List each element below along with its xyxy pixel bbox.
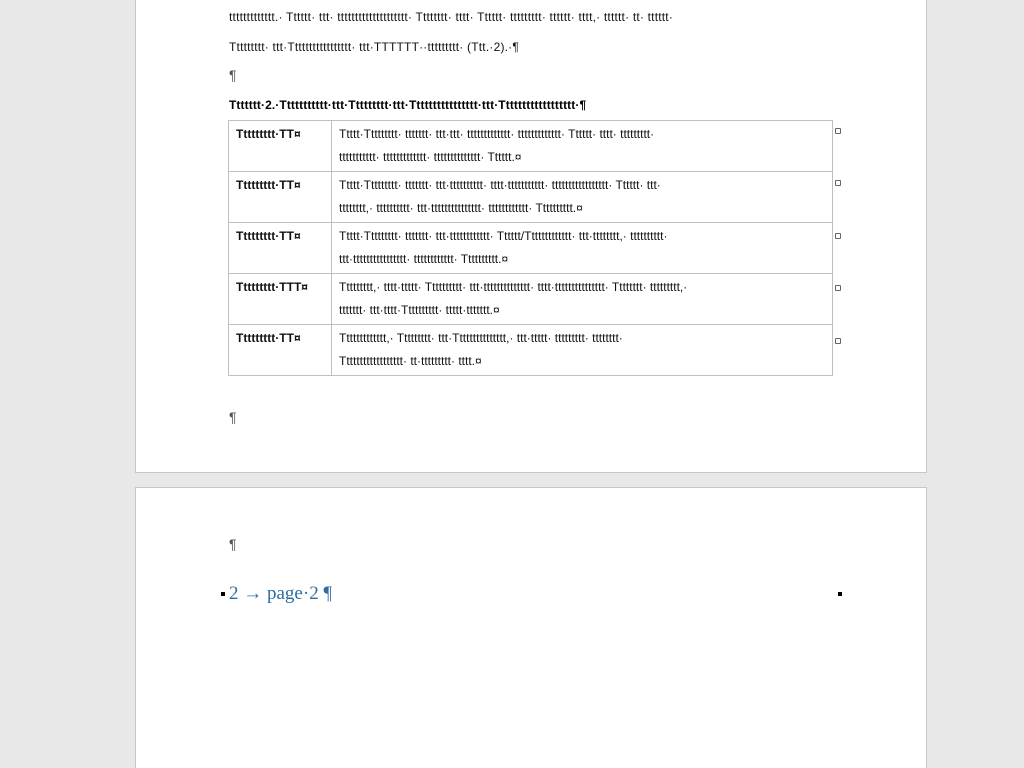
table-cell-label[interactable]: Ttttttttt·TTT¤ [229,274,332,325]
cell-line: Ttttt·Ttttttttt· ttttttt· ttt·tttttttttt· tttt·ttttttttttt· ttttttttttttttttt· Tttttt· ttt· [339,178,661,192]
cell-line: Ttttttttt,· tttt·ttttt· Tttttttttt· ttt·tttttttttttttt· tttt·ttttttttttttttt· Tttttttt· ttttttttt,· [339,280,688,294]
table-cell-description[interactable] [332,172,833,223]
cell-line: tttttttt,· tttttttttt· ttt·ttttttttttttttt· tttttttttttt· Tttttttttt.¤ [339,201,583,215]
cell-line: ttttttt· ttt·tttt·Tttttttttt· ttttt·ttttttt.¤ [339,303,500,317]
cell-line: Ttttt·Ttttttttt· ttttttt· ttt·ttt· ttttttttttttt· ttttttttttttt· Tttttt· tttt· ttttttttt· [339,127,655,141]
empty-paragraph-mark[interactable]: ¶ [229,67,237,83]
table-cell-description[interactable] [332,274,833,325]
row-end-marker-icon [835,338,841,344]
paragraph-line-1[interactable]: ttttttttttttt.· Tttttt· ttt· tttttttttttttttttttt· Tttttttt· tttt· Tttttt· ttttttttt· tttttt· tttt,· tttttt· tt· tttttt· [229,10,674,24]
document-page-1[interactable] [135,0,927,473]
document-page-2[interactable] [135,487,927,768]
table-row[interactable] [229,121,833,172]
row-end-marker-icon [835,180,841,186]
page-marker-icon [838,592,842,596]
paragraph-line-2[interactable]: Ttttttttt· ttt·Ttttttttttttttttt· ttt·TTTTTT··ttttttttt· (Ttt.·2).·¶ [229,40,520,54]
table-caption[interactable]: Ttttttt·2.·Ttttttttttt·ttt·Ttttttttt·ttt·Tttttttttttttttt·ttt·Tttttttttttttttttt·¶ [229,98,587,112]
heading-number: 2 [229,583,239,604]
table-cell-label[interactable]: Ttttttttt·TT¤ [229,121,332,172]
tab-arrow-icon: → [243,583,263,604]
cell-line: Ttttttttttttt,· Ttttttttt· ttt·Ttttttttttttttt,· ttt·ttttt· ttttttttt· tttttttt· [339,331,623,345]
table-cell-description[interactable] [332,325,833,376]
heading-pilcrow: ¶ [323,583,333,604]
cell-line: ttttttttttt· ttttttttttttt· tttttttttttttt· Tttttt.¤ [339,150,522,164]
table-cell-label[interactable]: Ttttttttt·TT¤ [229,172,332,223]
document-table[interactable] [228,120,833,376]
table-row[interactable] [229,274,833,325]
table-row[interactable] [229,172,833,223]
cell-line: Tttttttttttttttttt· tt·ttttttttt· tttt.¤ [339,354,482,368]
heading-text: page·2 [267,583,319,604]
table-cell-description[interactable] [332,223,833,274]
empty-paragraph-mark[interactable]: ¶ [229,536,237,552]
heading-2[interactable] [229,583,332,605]
row-end-marker-icon [835,285,841,291]
table-cell-label[interactable]: Ttttttttt·TT¤ [229,223,332,274]
cell-line: ttt·tttttttttttttttt· tttttttttttt· Tttttttttt.¤ [339,252,509,266]
table-cell-description[interactable] [332,121,833,172]
row-end-marker-icon [835,233,841,239]
table-row[interactable] [229,223,833,274]
cell-line: Ttttt·Ttttttttt· ttttttt· ttt·tttttttttttt· Tttttt/Ttttttttttttt· ttt·tttttttt,· tttttttttt· [339,229,668,243]
keep-with-next-marker-icon [221,592,225,596]
row-end-marker-icon [835,128,841,134]
trailing-paragraph-mark[interactable]: ¶ [229,409,237,425]
table-row[interactable] [229,325,833,376]
table-cell-label[interactable]: Ttttttttt·TT¤ [229,325,332,376]
